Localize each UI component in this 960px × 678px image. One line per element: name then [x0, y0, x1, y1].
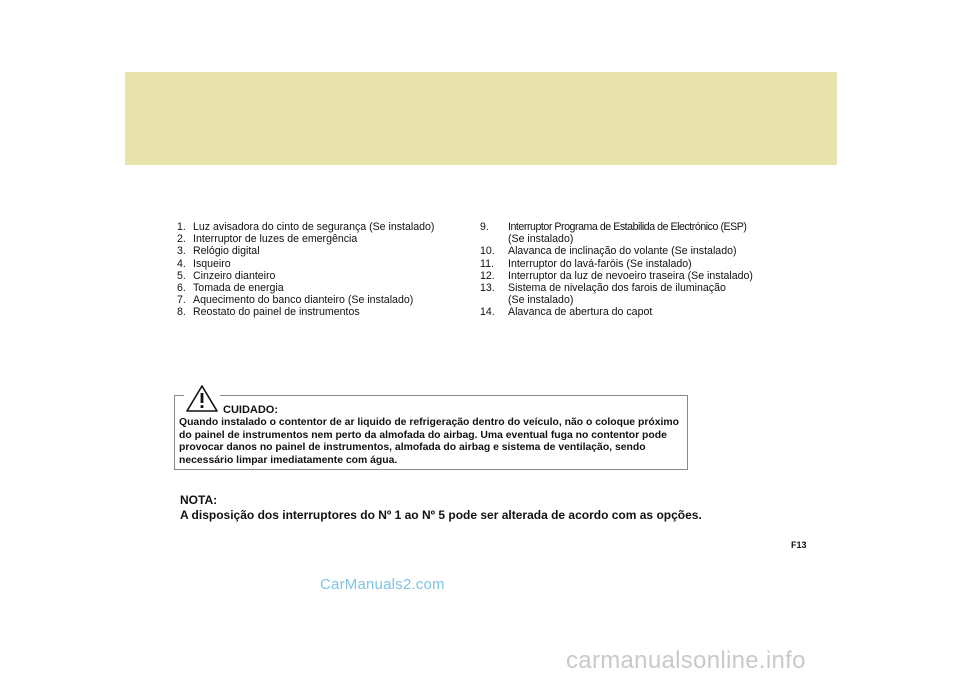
list-item: 5. Cinzeiro dianteiro: [177, 269, 276, 282]
list-item: 13. Sistema de nivelação dos farois de iluminação (Se instalado): [480, 282, 726, 307]
watermark-carmanualsonline[interactable]: carmanualsonline.info: [566, 647, 806, 674]
list-item: 6. Tomada de energia: [177, 282, 284, 295]
caution-box: [174, 395, 688, 470]
legend-list-left: [177, 221, 477, 319]
list-item: 1. Luz avisadora do cinto de segurança (Se instalado): [177, 221, 435, 233]
list-item: 14. Alavanca de abertura do capot: [480, 306, 653, 319]
list-item: 4. Isqueiro: [177, 257, 231, 270]
note-text: A disposição dos interruptores do Nº 1 ao Nº 5 pode ser alterada de acordo com as opções.: [180, 508, 702, 522]
item-continuation: (Se instalado): [508, 233, 574, 246]
list-item: 2. Interruptor de luzes de emergência: [177, 233, 358, 246]
item-continuation: (Se instalado): [508, 294, 574, 307]
list-item: 9. Interruptor Programa de Estabilida de Electrónico (ESP) (Se instalado): [480, 221, 747, 246]
item-text: Sistema de nivelação dos farois de iluminação: [508, 282, 726, 295]
legend-list-right: [480, 221, 800, 319]
list-item: 3. Relógio digital: [177, 245, 260, 258]
caution-title: CUIDADO:: [223, 404, 278, 416]
warning-triangle-icon: [184, 384, 220, 414]
page-number: F13: [791, 540, 807, 550]
list-item: 11. Interruptor do lavá-faróis (Se instalado): [480, 257, 692, 270]
header-band: [125, 72, 837, 165]
list-item: 8. Reostato do painel de instrumentos: [177, 306, 360, 319]
list-item: 7. Aquecimento do banco dianteiro (Se instalado): [177, 294, 414, 307]
caution-body: Quando instalado o contentor de ar liquido de refrigeração dentro do veículo, não o coloque próximo do painel de instrumentos nem perto da almofada do airbag. Uma eventual fuga no contentor pode provocar danos no painel de instrumentos, almofada do airbag e sistema de ventilação, sendo necessário limpar imediatamente com água.: [179, 417, 679, 466]
list-item: 12. Interruptor da luz de nevoeiro traseira (Se instalado): [480, 269, 753, 282]
list-item: 10. Alavanca de inclinação do volante (Se instalado): [480, 245, 737, 258]
watermark-carmanuals[interactable]: CarManuals2.com: [320, 576, 445, 593]
note-label: NOTA:: [180, 493, 218, 507]
item-text: Interruptor Programa de Estabilida de Electrónico (ESP): [508, 221, 747, 233]
